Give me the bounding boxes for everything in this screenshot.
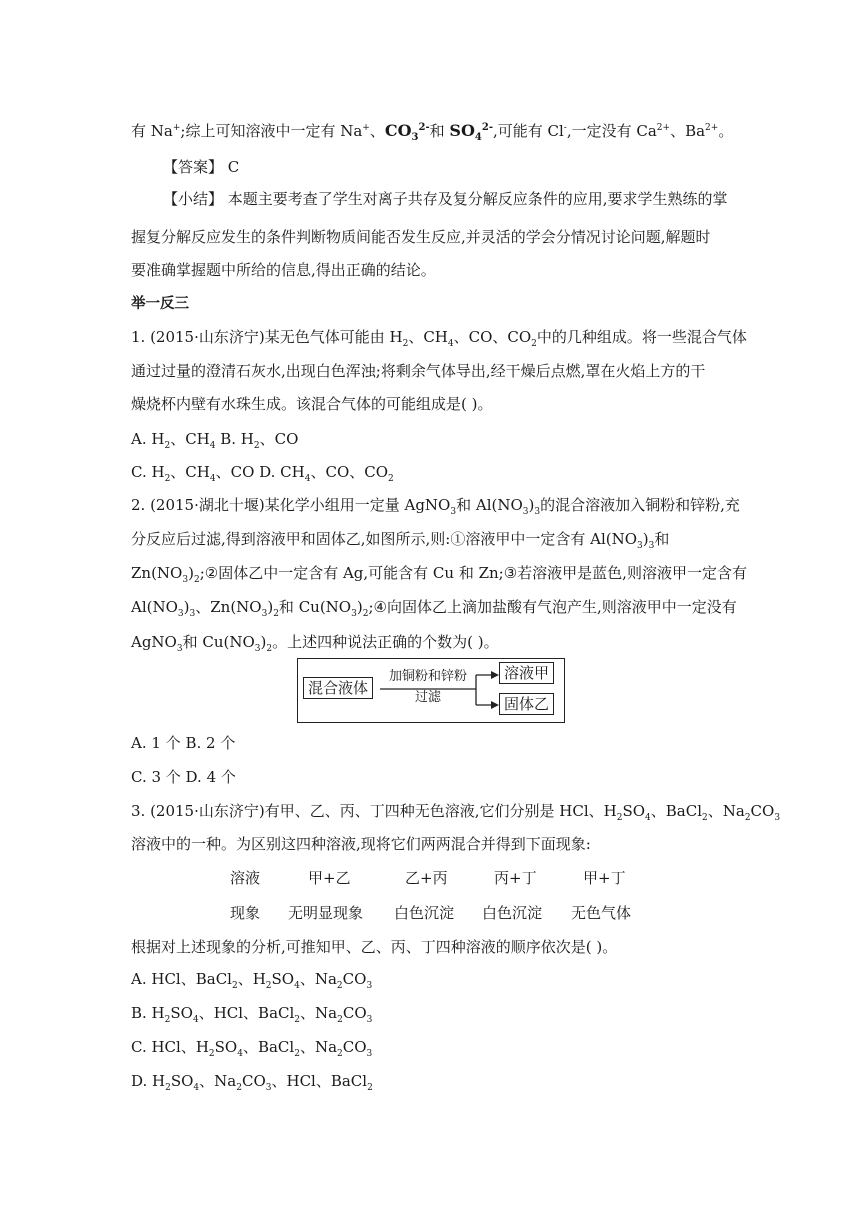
text: 、CO、CO — [310, 463, 389, 481]
q2-line-3 — [131, 563, 747, 590]
subscript: 2 — [294, 1015, 301, 1025]
answer-label: 【答案】 — [163, 158, 224, 176]
subscript: 4 — [209, 474, 216, 484]
text: 、Na — [299, 970, 337, 988]
text: SO — [449, 121, 475, 140]
text: 、CO、CO — [453, 328, 532, 346]
answer-line — [163, 157, 239, 177]
table-cell: 甲+乙 — [308, 869, 351, 887]
table-row — [0, 902, 860, 922]
subscript: 2 — [336, 981, 343, 991]
q3-option-b — [131, 1003, 372, 1030]
text: ) — [183, 598, 190, 616]
subscript: 3 — [637, 541, 643, 551]
subscript: 3 — [450, 507, 457, 517]
superscript: + — [362, 123, 370, 133]
text: ;④向固体乙上滴加盐酸有气泡产生,则溶液甲中一定没有 — [368, 598, 737, 616]
subscript: 2 — [273, 609, 279, 619]
subscript: 3 — [261, 609, 268, 619]
subscript: 4 — [237, 1049, 243, 1059]
subscript: 2 — [165, 1083, 171, 1093]
q2-line-5 — [131, 632, 499, 659]
subscript: 4 — [209, 441, 216, 451]
subscript: 3 — [774, 813, 781, 823]
text: 、 — [369, 122, 385, 140]
subscript: 4 — [474, 132, 482, 143]
text: ;综上可知溶液中一定有 Na — [180, 122, 363, 140]
text: ) — [528, 496, 535, 514]
subscript: 3 — [366, 1015, 373, 1025]
subscript: 2 — [337, 1015, 343, 1025]
text: 1. (2015·山东济宁)某无色气体可能由 H — [131, 328, 403, 346]
q3-option-c — [131, 1037, 372, 1064]
table-cell: 无色气体 — [571, 904, 632, 922]
text: 、BaCl — [242, 1038, 295, 1056]
mixed-liquid-box: 混合液体 — [303, 677, 373, 699]
text: 和 — [429, 122, 450, 140]
sulfate-ion — [449, 121, 493, 143]
subscript: 2 — [164, 1015, 171, 1025]
text: 、Na — [199, 1072, 237, 1090]
subscript: 2 — [265, 981, 272, 991]
subscript: 3 — [265, 1083, 272, 1093]
text: 和 — [654, 530, 670, 548]
table-cell: 甲+丁 — [583, 869, 626, 887]
superscript: 2+ — [705, 123, 719, 133]
arrow-label-bottom: 过滤 — [414, 690, 441, 705]
text: ;②固体乙中一定含有 Ag,可能含有 Cu 和 Zn;③若溶液甲是蓝色,则溶液甲一定含有 — [199, 564, 747, 582]
text: SO — [170, 1004, 193, 1022]
subscript: 2 — [208, 1049, 215, 1059]
subscript: 4 — [294, 981, 300, 991]
text: 、Na — [299, 1038, 338, 1056]
text: ) — [642, 530, 649, 548]
subscript: 3 — [351, 609, 357, 619]
text: A. HCl、BaCl — [131, 970, 232, 988]
subscript: 3 — [522, 507, 529, 517]
text: ) — [356, 598, 363, 616]
text: 、BaCl — [650, 802, 702, 820]
subscript: 2 — [702, 813, 708, 823]
answer-value: C — [223, 158, 240, 176]
text: SO — [214, 1038, 238, 1056]
text: CO — [342, 1004, 367, 1022]
solution-a-box: 溶液甲 — [499, 662, 554, 684]
subscript: 4 — [645, 813, 651, 823]
text: 和 Cu(NO — [278, 598, 352, 616]
text: C. HCl、H — [131, 1038, 209, 1056]
q3-line-2: 溶液中的一种。为区别这四种溶液,现将它们两两混合并得到下面现象: — [131, 835, 591, 853]
subscript: 2 — [744, 813, 751, 823]
subscript: 2 — [362, 609, 369, 619]
flow-diagram — [297, 658, 565, 723]
text: 2. (2015·湖北十堰)某化学小组用一定量 AgNO — [131, 496, 451, 514]
subscript: 3 — [366, 1049, 373, 1059]
text: 、HCl、BaCl — [271, 1072, 368, 1090]
subscript: 3 — [366, 981, 373, 991]
table-cell: 溶液 — [230, 869, 261, 887]
subscript: 3 — [534, 507, 541, 517]
subscript: 2 — [402, 339, 409, 349]
carbonate-ion — [384, 121, 430, 143]
subscript: 2 — [266, 644, 273, 654]
text: SO — [271, 970, 295, 988]
subscript: 2 — [236, 1083, 242, 1093]
subscript: 2 — [193, 575, 200, 585]
text: CO — [384, 121, 412, 140]
text: SO — [170, 1072, 194, 1090]
text: D. H — [131, 1072, 166, 1090]
text: CO — [342, 970, 367, 988]
text: 本题主要考查了学生对离子共存及复分解反应条件的应用,要求学生熟练的掌 — [223, 190, 728, 208]
text: CO — [241, 1072, 266, 1090]
superscript: 2- — [418, 122, 430, 133]
superscript: + — [172, 123, 181, 133]
text: 。上述四种说法正确的个数为( )。 — [272, 633, 499, 651]
q1-line-3: 燥烧杯内壁有水珠生成。该混合气体的可能组成是( )。 — [131, 395, 493, 413]
subscript: 2 — [337, 1049, 343, 1059]
summary-label: 【小结】 — [163, 190, 224, 208]
superscript: 2- — [481, 122, 493, 133]
summary-line-2: 握复分解反应发生的条件判断物质间能否发生反应,并灵活的学会分情况讨论问题,解题时 — [131, 228, 711, 246]
subscript: 2 — [531, 339, 537, 349]
text: 、CH — [408, 328, 448, 346]
table-cell: 白色沉淀 — [394, 904, 455, 922]
text: Al(NO — [131, 598, 178, 616]
section-title: 举一反三 — [131, 296, 189, 312]
table-cell: 乙+丙 — [405, 869, 448, 887]
arrow-label-top: 加铜粉和锌粉 — [388, 669, 467, 684]
q2-line-2 — [131, 529, 669, 556]
text: 有 Na — [131, 122, 173, 140]
text: 、Na — [300, 1004, 338, 1022]
subscript: 3 — [189, 609, 196, 619]
text: 、H — [237, 970, 266, 988]
q1-line-2: 通过过量的澄清石灰水,出现白色浑浊;将剩余气体导出,经干燥后点燃,罩在火焰上方的干 — [131, 362, 706, 380]
text: 、Na — [707, 802, 745, 820]
text: ) — [267, 598, 274, 616]
subscript: 4 — [447, 339, 454, 349]
text: Zn(NO — [131, 564, 183, 582]
text: A. H — [131, 430, 165, 448]
text: 、CO D. CH — [215, 463, 305, 481]
summary-line-3: 要准确掌握题中所给的信息,得出正确的结论。 — [131, 261, 436, 279]
subscript: 2 — [616, 813, 623, 823]
subscript: 3 — [254, 644, 261, 654]
text: 3. (2015·山东济宁)有甲、乙、丙、丁四种无色溶液,它们分别是 HCl、H — [131, 802, 617, 820]
subscript: 2 — [231, 981, 238, 991]
subscript: 2 — [164, 474, 171, 484]
subscript: 4 — [193, 1083, 200, 1093]
subscript: 3 — [648, 541, 655, 551]
subscript: 2 — [294, 1049, 300, 1059]
q3-option-a — [131, 969, 372, 996]
text: B. H — [215, 430, 254, 448]
table-cell: 丙+丁 — [494, 869, 537, 887]
intro-line — [131, 118, 733, 148]
superscript: 2+ — [656, 123, 671, 133]
text: ) — [188, 564, 194, 582]
text: 、Ba — [670, 122, 706, 140]
subscript: 2 — [388, 474, 394, 484]
text: 、CO — [259, 430, 299, 448]
q1-options-cd — [131, 462, 394, 489]
summary-line-1 — [163, 189, 728, 209]
subscript: 3 — [177, 609, 184, 619]
text: 、HCl、BaCl — [198, 1004, 295, 1022]
text: 分反应后过滤,得到溶液甲和固体乙,如图所示,则:①溶液甲中一定含有 Al(NO — [131, 530, 638, 548]
text: 的混合溶液加入铜粉和锌粉,充 — [540, 496, 740, 514]
solid-b-box: 固体乙 — [499, 693, 554, 715]
subscript: 3 — [411, 132, 419, 143]
table-header-row — [0, 867, 860, 887]
text: CO — [342, 1038, 367, 1056]
text: ,一定没有 Ca — [566, 122, 657, 140]
q2-options-cd: C. 3 个 D. 4 个 — [131, 768, 236, 786]
q3-line-3: 根据对上述现象的分析,可推知甲、乙、丙、丁四种溶液的顺序依次是( )。 — [131, 938, 618, 956]
q1-options-ab — [131, 429, 298, 456]
q1-line-1 — [131, 327, 747, 354]
text: B. H — [131, 1004, 165, 1022]
q2-line-1 — [131, 495, 740, 522]
text: 、CH — [170, 430, 210, 448]
text: 和 Cu(NO — [182, 633, 255, 651]
text: 、Zn(NO — [195, 598, 262, 616]
superscript: - — [563, 123, 567, 133]
text: ,可能有 Cl — [492, 122, 564, 140]
subscript: 2 — [164, 441, 171, 451]
text: 、CH — [170, 463, 210, 481]
text: C. H — [131, 463, 165, 481]
text: CO — [750, 802, 775, 820]
text: SO — [622, 802, 646, 820]
subscript: 3 — [176, 644, 183, 654]
subscript: 2 — [253, 441, 260, 451]
text: AgNO — [131, 633, 177, 651]
q3-option-d — [131, 1071, 373, 1098]
table-cell: 无明显现象 — [288, 904, 364, 922]
text: 。 — [718, 122, 734, 140]
text: ) — [260, 633, 267, 651]
q2-line-4 — [131, 597, 737, 624]
subscript: 4 — [304, 474, 311, 484]
table-cell: 现象 — [230, 904, 261, 922]
subscript: 2 — [367, 1083, 373, 1093]
q3-line-1 — [131, 801, 780, 828]
text: 中的几种组成。将一些混合气体 — [536, 328, 747, 346]
table-cell: 白色沉淀 — [482, 904, 543, 922]
subscript: 3 — [182, 575, 189, 585]
subscript: 4 — [192, 1015, 199, 1025]
text: 和 Al(NO — [456, 496, 523, 514]
q2-options-ab: A. 1 个 B. 2 个 — [131, 734, 236, 752]
